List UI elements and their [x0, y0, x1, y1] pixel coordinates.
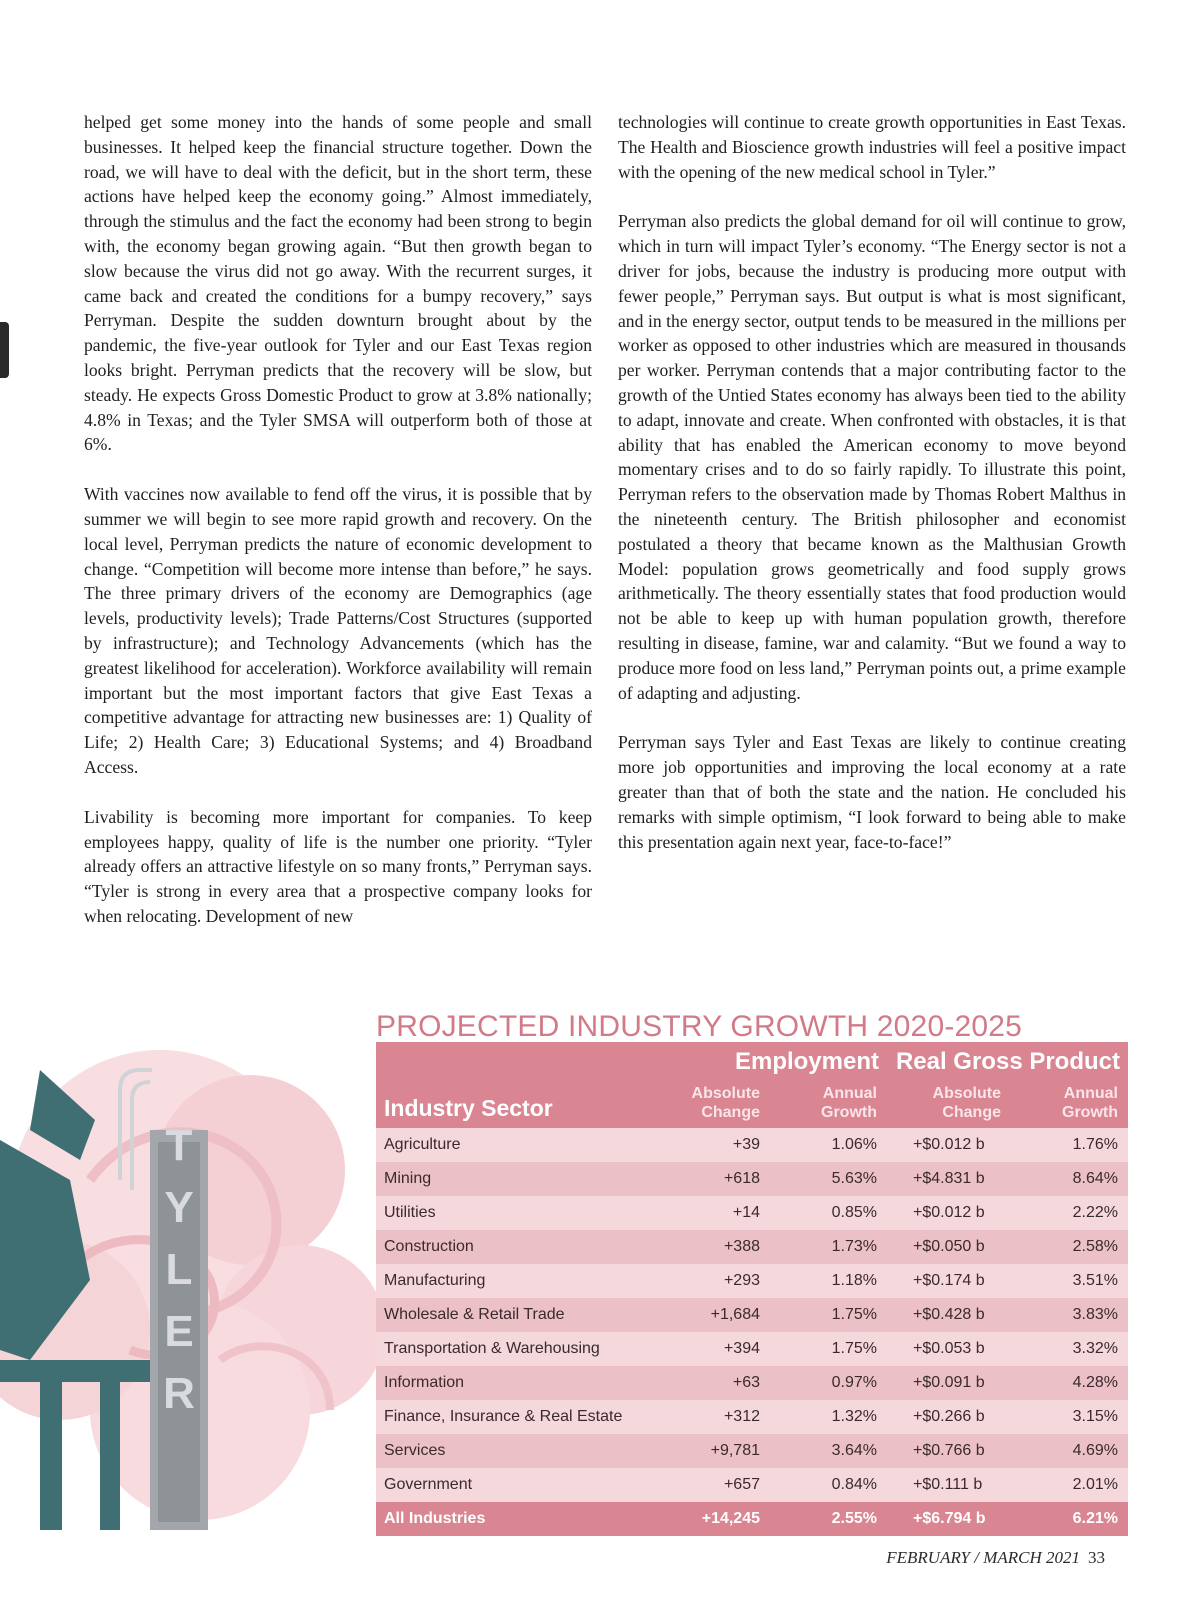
gp-growth-cell: 4.69% [1011, 1434, 1128, 1468]
emp-growth-cell: 0.84% [770, 1468, 887, 1502]
sign-lettering: T Y L E R [163, 1121, 195, 1418]
table-row [376, 1400, 1128, 1434]
table-row [376, 1230, 1128, 1264]
emp-abs-cell: +39 [652, 1128, 770, 1162]
table-sub-header-row [376, 1082, 1128, 1128]
emp-abs-cell: +618 [652, 1162, 770, 1196]
emp-abs-cell: +388 [652, 1230, 770, 1264]
sector-cell: Construction [376, 1230, 652, 1264]
table-row [376, 1434, 1128, 1468]
gp-abs-cell: +$0.053 b [887, 1332, 1011, 1366]
sector-cell: Finance, Insurance & Real Estate [376, 1400, 652, 1434]
table-total-row [376, 1502, 1128, 1536]
article-column-left [84, 110, 592, 954]
gp-abs-cell: +$0.428 b [887, 1298, 1011, 1332]
gp-growth-cell: 2.58% [1011, 1230, 1128, 1264]
paragraph: With vaccines now available to fend off the virus, it is possible that by summer we will begin to see more rapid growth and recovery. On the local level, Perryman predicts the nature of economic development to change. “Competition will become more intense than before,” he says. The three primary drivers of the economy are Demographics (age levels, productivity levels); Trade Patterns/Cost Structures (supported by infrastructure); and Technology Advancements (which has the greatest likelihood for acceleration). Workforce availability will remain important but the most important factors that give East Texas a competitive advantage for attracting new businesses are: 1) Quality of Life; 2) Health Care; 3) Educational Systems; and 4) Broadband Access. [84, 484, 592, 777]
gp-growth-cell: 2.22% [1011, 1196, 1128, 1230]
paragraph: Livability is becoming more important for companies. To keep employees happy, quality of life is the number one priority. “Tyler already offers an attractive lifestyle on so many fronts,” Perryman says. “Tyler is strong in every area that a prospective company looks for when relocating. Development of new [84, 806, 592, 926]
table-row [376, 1298, 1128, 1332]
paragraph: helped get some money into the hands of some people and small businesses. It helped keep the financial structure together. Down the road, we will have to deal with the deficit, but in the short term, these actions have helped keep the economy going.” Almost immediately, through the stimulus and the fact the economy had been strong to begin with, the economy began growing again. “But then growth began to slow because the virus did not go away. With the recurrent surges, it came back and created the conditions for a bumpy recovery,” says Perryman. Despite the sudden downturn brought about by the pandemic, the five-year outlook for Tyler and our East Texas region looks bright. Perryman predicts that the recovery will be slow, but steady. He expects Gross Domestic Product to grow at 3.8% nationally; 4.8% in Texas; and the Tyler SMSA will outperform both of those at 6%. [84, 112, 592, 455]
gp-growth-cell: 3.51% [1011, 1264, 1128, 1298]
sector-cell: Mining [376, 1162, 652, 1196]
tyler-rose-sign-illustration [0, 1030, 380, 1530]
sector-cell: Agriculture [376, 1128, 652, 1162]
paragraph: technologies will continue to create growth opportunities in East Texas. The Health and Bioscience growth industries will feel a positive impact with the opening of the new medical school in Tyler.” [618, 112, 1126, 182]
sector-cell: Utilities [376, 1196, 652, 1230]
gp-abs-cell: +$0.091 b [887, 1366, 1011, 1400]
gp-growth-cell: 8.64% [1011, 1162, 1128, 1196]
employment-header: Employment [652, 1042, 887, 1082]
emp-growth-cell: 1.75% [770, 1298, 887, 1332]
emp-abs-cell: +63 [652, 1366, 770, 1400]
emp-abs-cell: +657 [652, 1468, 770, 1502]
table-group-header-row [376, 1042, 1128, 1082]
emp-abs-cell: +293 [652, 1264, 770, 1298]
page-footer [886, 1548, 1105, 1568]
table-row [376, 1332, 1128, 1366]
emp-abs-cell: +312 [652, 1400, 770, 1434]
gp-growth-cell: 3.83% [1011, 1298, 1128, 1332]
gp-abs-cell: +$0.012 b [887, 1128, 1011, 1162]
gp-abs-cell: +$4.831 b [887, 1162, 1011, 1196]
emp-growth-cell: 5.63% [770, 1162, 887, 1196]
table-title: PROJECTED INDUSTRY GROWTH 2020-2025 [376, 1012, 1023, 1042]
table-row [376, 1366, 1128, 1400]
gp-absolute-change-header: Absolute Change [887, 1082, 1011, 1128]
paragraph: Perryman says Tyler and East Texas are likely to continue creating more job opportunities and improving the local economy at a rate greater than that of both the state and the nation. He concluded his remarks with simple optimism, “I look forward to being able to make this presentation again next year, face-to-face!” [618, 732, 1126, 852]
gp-growth-cell: 4.28% [1011, 1366, 1128, 1400]
table-row [376, 1162, 1128, 1196]
paragraph: Perryman also predicts the global demand for oil will continue to grow, which in turn will impact Tyler’s economy. “The Energy sector is not a driver for jobs, because the industry is producing more output with fewer people,” Perryman says. But output is what is most significant, and in the energy sector, output tends to be measured in the millions per worker as opposed to other industries which are measured in thousands per worker. Perryman contends that a major contributing factor to the growth of the Untied States economy has always been tied to the ability to adapt, innovate and create. When confronted with obstacles, it is that ability that has enabled the American economy to move beyond momentary crises and to do so fairly rapidly. To illustrate this point, Perryman refers to the observation made by Thomas Robert Malthus in the nineteenth century. The British philosopher and economist postulated a theory that became known as the Malthusian Growth Model: population grows geometrically and food supply grows arithmetically. The theory essentially states that food production would not be able to keep up with human population growth, therefore resulting in disease, famine, war and calamity. “But we found a way to produce more food on less land,” Perryman points out, a prime example of adapting and adjusting. [618, 211, 1126, 703]
emp-growth-cell: 1.75% [770, 1332, 887, 1366]
gp-annual-growth-header: Annual Growth [1011, 1082, 1128, 1128]
gross-product-header: Real Gross Product [887, 1042, 1128, 1082]
emp-abs-cell: +1,684 [652, 1298, 770, 1332]
sector-cell: Transportation & Warehousing [376, 1332, 652, 1366]
emp-absolute-change-header: Absolute Change [652, 1082, 770, 1128]
sector-cell: Government [376, 1468, 652, 1502]
gp-growth-cell: 1.76% [1011, 1128, 1128, 1162]
table-row [376, 1196, 1128, 1230]
sector-cell: Manufacturing [376, 1264, 652, 1298]
gp-growth-cell: 2.01% [1011, 1468, 1128, 1502]
issue-label: FEBRUARY / MARCH 2021 [886, 1548, 1080, 1567]
emp-growth-cell: 1.73% [770, 1230, 887, 1264]
emp-growth-cell: 1.18% [770, 1264, 887, 1298]
table-row [376, 1264, 1128, 1298]
emp-growth-cell: 2.55% [770, 1502, 887, 1536]
table-row [376, 1468, 1128, 1502]
emp-growth-cell: 0.85% [770, 1196, 887, 1230]
emp-abs-cell: +14 [652, 1196, 770, 1230]
page-edge-tab [0, 322, 9, 378]
industry-growth-table [376, 1042, 1128, 1536]
gp-growth-cell: 6.21% [1011, 1502, 1128, 1536]
table-row [376, 1128, 1128, 1162]
gp-abs-cell: +$0.050 b [887, 1230, 1011, 1264]
industry-growth-table-section [376, 1012, 1128, 1536]
article-column-right [618, 110, 1126, 879]
sector-cell: All Industries [376, 1502, 652, 1536]
sector-cell: Information [376, 1366, 652, 1400]
gp-abs-cell: +$0.766 b [887, 1434, 1011, 1468]
sector-cell: Wholesale & Retail Trade [376, 1298, 652, 1332]
gp-abs-cell: +$0.174 b [887, 1264, 1011, 1298]
page-number: 33 [1088, 1548, 1105, 1567]
emp-abs-cell: +9,781 [652, 1434, 770, 1468]
emp-annual-growth-header: Annual Growth [770, 1082, 887, 1128]
gp-growth-cell: 3.32% [1011, 1332, 1128, 1366]
emp-growth-cell: 0.97% [770, 1366, 887, 1400]
sector-header: Industry Sector [376, 1082, 652, 1128]
gp-abs-cell: +$0.111 b [887, 1468, 1011, 1502]
emp-abs-cell: +14,245 [652, 1502, 770, 1536]
gp-abs-cell: +$6.794 b [887, 1502, 1011, 1536]
gp-abs-cell: +$0.266 b [887, 1400, 1011, 1434]
emp-growth-cell: 1.32% [770, 1400, 887, 1434]
emp-abs-cell: +394 [652, 1332, 770, 1366]
sector-cell: Services [376, 1434, 652, 1468]
gp-abs-cell: +$0.012 b [887, 1196, 1011, 1230]
gp-growth-cell: 3.15% [1011, 1400, 1128, 1434]
emp-growth-cell: 3.64% [770, 1434, 887, 1468]
emp-growth-cell: 1.06% [770, 1128, 887, 1162]
